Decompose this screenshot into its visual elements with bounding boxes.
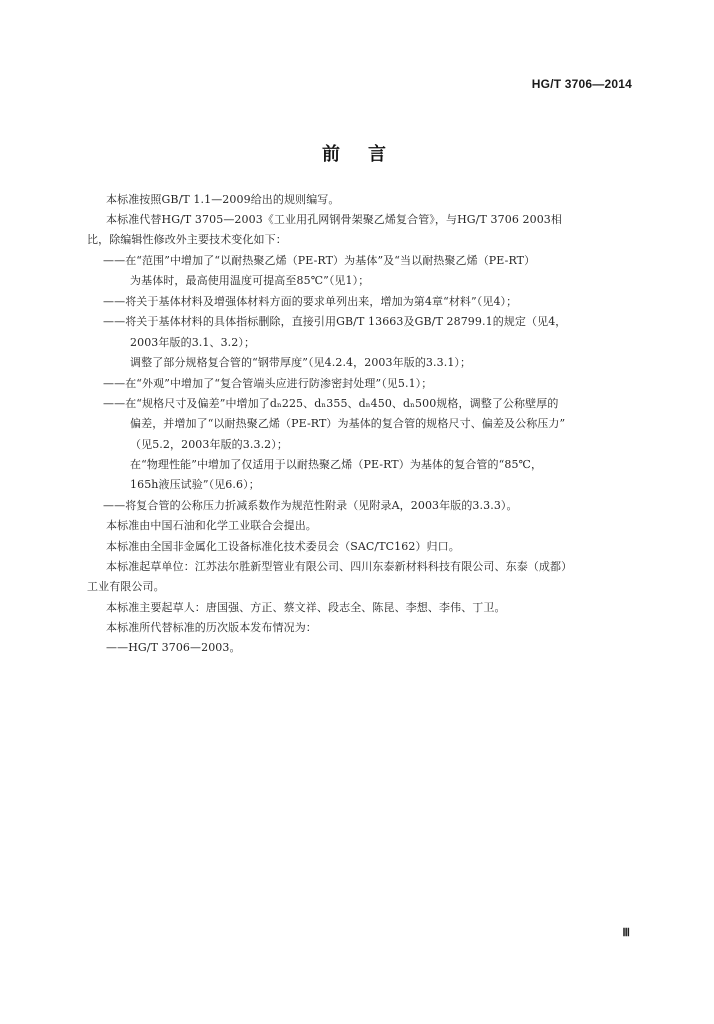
change-item-line: ——将关于基体材料及增强体材料方面的要求单列出来，增加为第4章“材料”（见4）；	[103, 295, 518, 308]
paragraph-line: 比，除编辑性修改外主要技术变化如下：	[87, 233, 287, 246]
change-item-line: ——将关于基体材料的具体指标删除，直接引用GB/T 13663及GB/T 28799.1的规定（见4，	[103, 315, 567, 328]
change-item-continuation: 为基体时，最高使用温度可提高至85℃”（见1）；	[130, 274, 370, 287]
paragraph-line: 工业有限公司。	[87, 580, 165, 593]
change-item-continuation: 165h液压试验”（见6.6）；	[130, 478, 260, 491]
page-title	[322, 140, 386, 166]
change-item-continuation: 调整了部分规格复合管的“钢带厚度”（见4.2.4，2003年版的3.3.1）；	[130, 356, 472, 369]
change-item-continuation: 在“物理性能”中增加了仅适用于以耐热聚乙烯（PE-RT）为基体的复合管的“85℃，	[130, 458, 543, 471]
paragraph-line: ——HG/T 3706—2003。	[106, 641, 241, 654]
paragraph-line: 本标准由中国石油和化学工业联合会提出。	[106, 519, 317, 532]
change-item-line: ——在“外观”中增加了“复合管端头应进行防渗密封处理”（见5.1）；	[103, 377, 433, 390]
standard-code-header: HG/T 3706—2014	[531, 77, 632, 91]
paragraph-line: 本标准按照GB/T 1.1—2009给出的规则编写。	[106, 193, 340, 206]
page-title-char-2: 言	[368, 144, 386, 165]
change-item-line: ——将复合管的公称压力折减系数作为规范性附录（见附录A，2003年版的3.3.3）。	[103, 499, 518, 512]
paragraph-line: 本标准起草单位：江苏法尔胜新型管业有限公司、四川东泰新材料科技有限公司、东泰（成都）	[106, 560, 573, 573]
paragraph-line: 本标准由全国非金属化工设备标准化技术委员会（SAC/TC162）归口。	[106, 540, 460, 553]
change-item-line: ——在“规格尺寸及偏差”中增加了dₙ225、dₙ355、dₙ450、dₙ500规格，调整了公称壁厚的	[103, 397, 559, 410]
page-title-char-1: 前	[322, 144, 340, 165]
paragraph-line: 本标准主要起草人：唐国强、方正、蔡文祥、段志全、陈昆、李想、李伟、丁卫。	[106, 601, 506, 614]
paragraph-line: 本标准代替HG/T 3705—2003《工业用孔网钢骨架聚乙烯复合管》，与HG/T 3706 2003相	[106, 213, 563, 226]
page-number: Ⅲ	[622, 927, 630, 939]
change-item-continuation: 2003年版的3.1、3.2）；	[130, 336, 256, 349]
change-item-continuation: 偏差，并增加了“以耐热聚乙烯（PE-RT）为基体的复合管的规格尺寸、偏差及公称压力”	[130, 417, 566, 430]
paragraph-line: 本标准所代替标准的历次版本发布情况为：	[106, 621, 317, 634]
change-item-continuation: （见5.2，2003年版的3.3.2）；	[130, 438, 288, 451]
change-item-line: ——在“范围”中增加了“以耐热聚乙烯（PE-RT）为基体”及“当以耐热聚乙烯（PE-RT）	[103, 254, 536, 267]
